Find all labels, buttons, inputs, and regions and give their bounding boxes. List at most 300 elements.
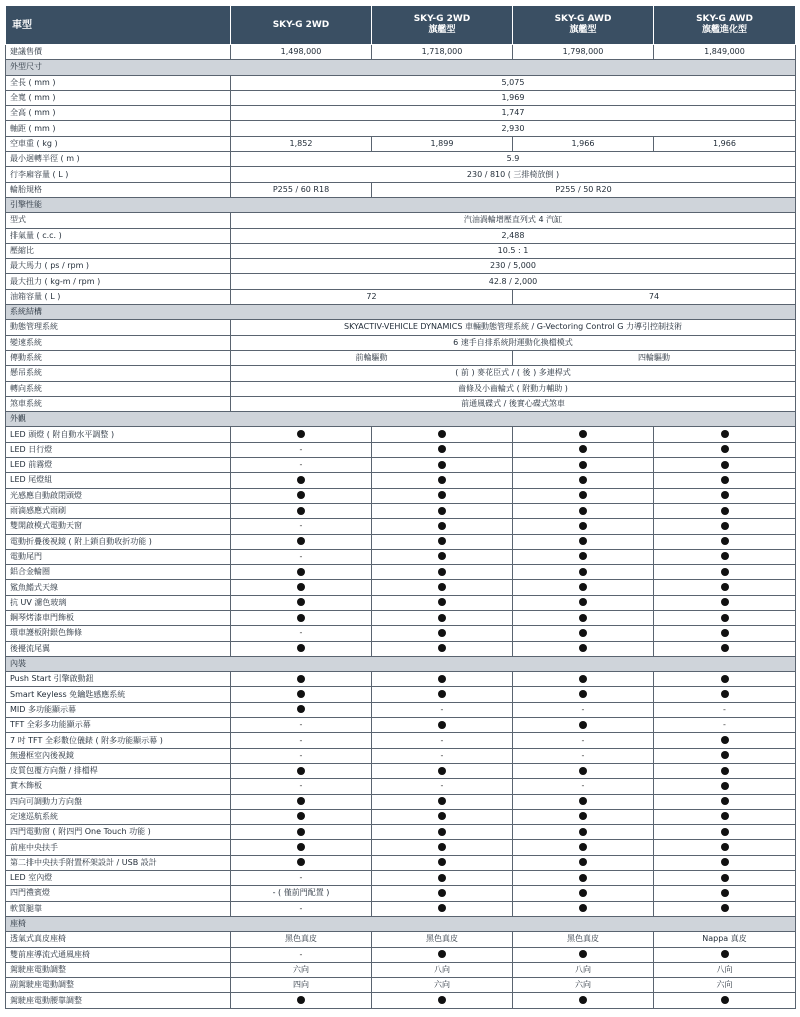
spec-label: 實木飾板 — [6, 779, 231, 794]
spec-value: P255 / 60 R18 — [231, 182, 372, 197]
standard-equipment-dot-icon — [579, 996, 587, 1004]
spec-label: 環車護板附銀色飾條 — [6, 626, 231, 641]
spec-row — [6, 458, 796, 473]
spec-cell — [654, 442, 796, 457]
spec-cell — [231, 993, 372, 1008]
standard-equipment-dot-icon — [297, 828, 305, 836]
not-available-dash: - — [372, 702, 513, 717]
standard-equipment-dot-icon — [721, 583, 729, 591]
spec-label: 懸吊系統 — [6, 366, 231, 381]
standard-equipment-dot-icon — [438, 430, 446, 438]
standard-equipment-dot-icon — [579, 843, 587, 851]
spec-value: 四輪驅動 — [513, 350, 796, 365]
spec-cell — [513, 595, 654, 610]
spec-value: 1,966 — [654, 136, 796, 151]
spec-cell — [231, 488, 372, 503]
model-header-2 — [372, 6, 513, 45]
spec-label: 建議售價 — [6, 45, 231, 60]
section-header-row — [6, 197, 796, 212]
spec-row — [6, 45, 796, 60]
not-available-dash: - — [372, 779, 513, 794]
standard-equipment-dot-icon — [438, 889, 446, 897]
spec-row — [6, 978, 796, 993]
standard-equipment-dot-icon — [721, 461, 729, 469]
spec-cell — [654, 534, 796, 549]
spec-row — [6, 427, 796, 442]
spec-value: 黑色真皮 — [513, 932, 654, 947]
not-available-dash: - — [231, 458, 372, 473]
spec-cell — [513, 580, 654, 595]
spec-label: 透氣式真皮座椅 — [6, 932, 231, 947]
standard-equipment-dot-icon — [579, 522, 587, 530]
model-header-3 — [513, 6, 654, 45]
standard-equipment-dot-icon — [579, 644, 587, 652]
not-available-dash: - — [231, 626, 372, 641]
standard-equipment-dot-icon — [721, 430, 729, 438]
spec-row — [6, 962, 796, 977]
spec-cell — [654, 794, 796, 809]
spec-cell — [372, 809, 513, 824]
spec-cell — [231, 809, 372, 824]
spec-label: 皮質包覆方向盤 / 排檔桿 — [6, 763, 231, 778]
spec-cell — [372, 595, 513, 610]
spec-cell — [513, 855, 654, 870]
spec-cell — [231, 687, 372, 702]
spec-cell — [513, 565, 654, 580]
spec-row — [6, 121, 796, 136]
spec-value: 1,498,000 — [231, 45, 372, 60]
standard-equipment-dot-icon — [579, 828, 587, 836]
spec-label: 油箱容量 ( L ) — [6, 289, 231, 304]
section-header-row — [6, 60, 796, 75]
spec-cell — [372, 825, 513, 840]
spec-value: 汽油渦輪增壓直列式 4 汽缸 — [231, 213, 796, 228]
spec-value: ( 前 ) 麥花臣式 / ( 後 ) 多連桿式 — [231, 366, 796, 381]
spec-cell — [513, 672, 654, 687]
standard-equipment-dot-icon — [438, 675, 446, 683]
spec-label: 抗 UV 濾色玻璃 — [6, 595, 231, 610]
standard-equipment-dot-icon — [721, 445, 729, 453]
spec-value: 1,969 — [231, 90, 796, 105]
spec-value: 六向 — [231, 962, 372, 977]
spec-value: 前通風碟式 / 後實心碟式煞車 — [231, 396, 796, 411]
standard-equipment-dot-icon — [721, 843, 729, 851]
spec-value: - ( 僅前門配置 ) — [231, 886, 372, 901]
spec-row — [6, 825, 796, 840]
standard-equipment-dot-icon — [297, 996, 305, 1004]
spec-row — [6, 794, 796, 809]
spec-label: 後擾流尾翼 — [6, 641, 231, 656]
standard-equipment-dot-icon — [721, 996, 729, 1004]
spec-value: 6 速手自排系統附運動化換檔模式 — [231, 335, 796, 350]
spec-row — [6, 289, 796, 304]
not-available-dash: - — [231, 947, 372, 962]
spec-cell — [654, 871, 796, 886]
spec-cell — [513, 519, 654, 534]
spec-label: 全寬 ( mm ) — [6, 90, 231, 105]
spec-label: 駕駛座電動腰靠調整 — [6, 993, 231, 1008]
spec-label: LED 室內燈 — [6, 871, 231, 886]
not-available-dash: - — [231, 779, 372, 794]
header-label: 車型 — [6, 6, 231, 45]
spec-cell — [231, 580, 372, 595]
spec-cell — [231, 641, 372, 656]
standard-equipment-dot-icon — [721, 552, 729, 560]
standard-equipment-dot-icon — [579, 476, 587, 484]
spec-value: 六向 — [372, 978, 513, 993]
spec-label: 傳動系統 — [6, 350, 231, 365]
spec-row — [6, 626, 796, 641]
spec-cell — [231, 427, 372, 442]
spec-row — [6, 259, 796, 274]
standard-equipment-dot-icon — [579, 598, 587, 606]
standard-equipment-dot-icon — [721, 889, 729, 897]
spec-cell — [372, 565, 513, 580]
standard-equipment-dot-icon — [438, 904, 446, 912]
standard-equipment-dot-icon — [438, 629, 446, 637]
standard-equipment-dot-icon — [579, 812, 587, 820]
spec-row — [6, 152, 796, 167]
spec-cell — [372, 534, 513, 549]
standard-equipment-dot-icon — [721, 476, 729, 484]
standard-equipment-dot-icon — [579, 874, 587, 882]
spec-row — [6, 932, 796, 947]
spec-cell — [513, 718, 654, 733]
standard-equipment-dot-icon — [297, 797, 305, 805]
spec-cell — [654, 855, 796, 870]
spec-cell — [372, 626, 513, 641]
spec-cell — [654, 733, 796, 748]
standard-equipment-dot-icon — [579, 537, 587, 545]
spec-cell — [372, 458, 513, 473]
standard-equipment-dot-icon — [438, 445, 446, 453]
spec-row — [6, 809, 796, 824]
standard-equipment-dot-icon — [579, 904, 587, 912]
standard-equipment-dot-icon — [721, 491, 729, 499]
spec-label: 四門電動窗 ( 附四門 One Touch 功能 ) — [6, 825, 231, 840]
standard-equipment-dot-icon — [438, 812, 446, 820]
section-header-row — [6, 305, 796, 320]
spec-cell — [513, 549, 654, 564]
section-header-row — [6, 916, 796, 931]
spec-row — [6, 534, 796, 549]
spec-label: 四門禮賓燈 — [6, 886, 231, 901]
spec-row — [6, 366, 796, 381]
spec-row — [6, 595, 796, 610]
standard-equipment-dot-icon — [721, 874, 729, 882]
standard-equipment-dot-icon — [579, 950, 587, 958]
section-header-row — [6, 656, 796, 671]
standard-equipment-dot-icon — [438, 843, 446, 851]
spec-label: 最小迴轉半徑 ( m ) — [6, 152, 231, 167]
spec-value: 1,798,000 — [513, 45, 654, 60]
section-title: 系統結構 — [6, 305, 796, 320]
standard-equipment-dot-icon — [438, 507, 446, 515]
spec-cell — [654, 901, 796, 916]
standard-equipment-dot-icon — [579, 889, 587, 897]
spec-value: 10.5 : 1 — [231, 243, 796, 258]
spec-label: 第二排中央扶手附置杯架設計 / USB 設計 — [6, 855, 231, 870]
spec-label: 轉向系統 — [6, 381, 231, 396]
standard-equipment-dot-icon — [438, 874, 446, 882]
standard-equipment-dot-icon — [579, 491, 587, 499]
section-header-row — [6, 412, 796, 427]
model-name: SKY-G AWD — [554, 14, 612, 24]
spec-label: 鋼琴烤漆車門飾板 — [6, 610, 231, 625]
spec-row — [6, 993, 796, 1008]
standard-equipment-dot-icon — [579, 568, 587, 576]
spec-cell — [372, 442, 513, 457]
spec-row — [6, 396, 796, 411]
spec-value: 1,718,000 — [372, 45, 513, 60]
standard-equipment-dot-icon — [579, 430, 587, 438]
standard-equipment-dot-icon — [721, 751, 729, 759]
spec-cell — [513, 840, 654, 855]
not-available-dash: - — [513, 779, 654, 794]
standard-equipment-dot-icon — [579, 461, 587, 469]
standard-equipment-dot-icon — [297, 476, 305, 484]
standard-equipment-dot-icon — [721, 537, 729, 545]
standard-equipment-dot-icon — [438, 858, 446, 866]
standard-equipment-dot-icon — [579, 552, 587, 560]
spec-row — [6, 565, 796, 580]
spec-cell — [513, 993, 654, 1008]
spec-value: 2,488 — [231, 228, 796, 243]
standard-equipment-dot-icon — [438, 614, 446, 622]
standard-equipment-dot-icon — [297, 812, 305, 820]
spec-cell — [372, 871, 513, 886]
spec-cell — [513, 886, 654, 901]
spec-row — [6, 320, 796, 335]
spec-cell — [654, 748, 796, 763]
spec-cell — [372, 427, 513, 442]
standard-equipment-dot-icon — [579, 721, 587, 729]
spec-label: 全長 ( mm ) — [6, 75, 231, 90]
spec-row — [6, 672, 796, 687]
spec-cell — [513, 947, 654, 962]
spec-cell — [372, 840, 513, 855]
spec-label: 雙開啟模式電動天窗 — [6, 519, 231, 534]
spec-cell — [654, 610, 796, 625]
not-available-dash: - — [513, 748, 654, 763]
spec-row — [6, 335, 796, 350]
section-title: 引擎性能 — [6, 197, 796, 212]
standard-equipment-dot-icon — [721, 675, 729, 683]
spec-row — [6, 702, 796, 717]
spec-value: 5.9 — [231, 152, 796, 167]
spec-row — [6, 90, 796, 105]
standard-equipment-dot-icon — [297, 644, 305, 652]
spec-label: 全高 ( mm ) — [6, 106, 231, 121]
spec-label: 前座中央扶手 — [6, 840, 231, 855]
spec-value: 六向 — [513, 978, 654, 993]
spec-cell — [513, 610, 654, 625]
spec-label: 輪胎規格 — [6, 182, 231, 197]
spec-row — [6, 733, 796, 748]
not-available-dash: - — [372, 733, 513, 748]
not-available-dash: - — [654, 702, 796, 717]
standard-equipment-dot-icon — [438, 950, 446, 958]
standard-equipment-dot-icon — [438, 767, 446, 775]
spec-cell — [513, 763, 654, 778]
spec-cell — [231, 855, 372, 870]
spec-row — [6, 167, 796, 182]
spec-label: 煞車系統 — [6, 396, 231, 411]
standard-equipment-dot-icon — [579, 507, 587, 515]
spec-cell — [654, 427, 796, 442]
spec-cell — [372, 901, 513, 916]
not-available-dash: - — [513, 702, 654, 717]
spec-label: 7 吋 TFT 全彩數位儀錶 ( 附多功能顯示幕 ) — [6, 733, 231, 748]
spec-cell — [231, 825, 372, 840]
spec-cell — [231, 794, 372, 809]
spec-row — [6, 228, 796, 243]
spec-cell — [654, 565, 796, 580]
standard-equipment-dot-icon — [297, 705, 305, 713]
spec-row — [6, 519, 796, 534]
spec-row — [6, 136, 796, 151]
spec-row — [6, 718, 796, 733]
spec-cell — [372, 687, 513, 702]
standard-equipment-dot-icon — [721, 736, 729, 744]
spec-row — [6, 503, 796, 518]
spec-row — [6, 473, 796, 488]
spec-cell — [231, 595, 372, 610]
spec-label: LED 日行燈 — [6, 442, 231, 457]
spec-label: 軸距 ( mm ) — [6, 121, 231, 136]
spec-cell — [654, 519, 796, 534]
spec-value: 齒條及小齒輪式 ( 附動力輔助 ) — [231, 381, 796, 396]
not-available-dash: - — [654, 718, 796, 733]
spec-cell — [513, 641, 654, 656]
header-row — [6, 6, 796, 45]
spec-cell — [513, 427, 654, 442]
section-title: 外觀 — [6, 412, 796, 427]
spec-cell — [654, 626, 796, 641]
spec-row — [6, 75, 796, 90]
standard-equipment-dot-icon — [579, 797, 587, 805]
spec-cell — [513, 626, 654, 641]
spec-cell — [654, 580, 796, 595]
spec-cell — [654, 488, 796, 503]
spec-cell — [372, 549, 513, 564]
not-available-dash: - — [231, 519, 372, 534]
spec-cell — [372, 503, 513, 518]
spec-cell — [372, 763, 513, 778]
standard-equipment-dot-icon — [721, 782, 729, 790]
spec-cell — [231, 534, 372, 549]
spec-cell — [654, 947, 796, 962]
standard-equipment-dot-icon — [721, 690, 729, 698]
spec-label: 雨滴感應式雨刷 — [6, 503, 231, 518]
spec-body — [6, 45, 796, 1009]
spec-value: 六向 — [654, 978, 796, 993]
spec-cell — [513, 825, 654, 840]
spec-cell — [513, 442, 654, 457]
standard-equipment-dot-icon — [297, 430, 305, 438]
spec-cell — [654, 687, 796, 702]
spec-row — [6, 442, 796, 457]
spec-label: 光感應自動啟閉頭燈 — [6, 488, 231, 503]
spec-label: 變速系統 — [6, 335, 231, 350]
spec-cell — [654, 595, 796, 610]
not-available-dash: - — [372, 748, 513, 763]
spec-value: 1,852 — [231, 136, 372, 151]
standard-equipment-dot-icon — [438, 598, 446, 606]
standard-equipment-dot-icon — [297, 537, 305, 545]
spec-label: TFT 全彩多功能顯示幕 — [6, 718, 231, 733]
section-title: 外型尺寸 — [6, 60, 796, 75]
standard-equipment-dot-icon — [721, 950, 729, 958]
model-name: SKY-G 2WD — [413, 14, 471, 24]
spec-label: 壓縮比 — [6, 243, 231, 258]
spec-label: 鯊魚鰭式天線 — [6, 580, 231, 595]
standard-equipment-dot-icon — [721, 904, 729, 912]
spec-row — [6, 610, 796, 625]
spec-value: 1,899 — [372, 136, 513, 151]
standard-equipment-dot-icon — [721, 644, 729, 652]
spec-label: 最大扭力 ( kg-m / rpm ) — [6, 274, 231, 289]
spec-label: 空車重 ( kg ) — [6, 136, 231, 151]
spec-cell — [372, 672, 513, 687]
not-available-dash: - — [231, 442, 372, 457]
standard-equipment-dot-icon — [579, 445, 587, 453]
spec-cell — [372, 641, 513, 656]
spec-cell — [231, 840, 372, 855]
spec-label: 軟質腿靠 — [6, 901, 231, 916]
spec-row — [6, 549, 796, 564]
spec-value: 72 — [231, 289, 513, 304]
spec-row — [6, 381, 796, 396]
spec-cell — [654, 641, 796, 656]
standard-equipment-dot-icon — [579, 583, 587, 591]
spec-label: 定速巡航系統 — [6, 809, 231, 824]
standard-equipment-dot-icon — [438, 568, 446, 576]
spec-value: 八向 — [372, 962, 513, 977]
standard-equipment-dot-icon — [438, 491, 446, 499]
spec-label: LED 尾燈組 — [6, 473, 231, 488]
spec-row — [6, 947, 796, 962]
standard-equipment-dot-icon — [297, 568, 305, 576]
spec-cell — [231, 503, 372, 518]
spec-table — [5, 5, 796, 1009]
not-available-dash: - — [231, 748, 372, 763]
spec-value: 1,849,000 — [654, 45, 796, 60]
spec-label: 電動尾門 — [6, 549, 231, 564]
standard-equipment-dot-icon — [438, 828, 446, 836]
standard-equipment-dot-icon — [579, 767, 587, 775]
spec-cell — [513, 809, 654, 824]
spec-cell — [513, 458, 654, 473]
spec-cell — [372, 718, 513, 733]
spec-row — [6, 779, 796, 794]
section-title: 內裝 — [6, 656, 796, 671]
model-name: SKY-G 2WD — [272, 19, 330, 30]
spec-row — [6, 580, 796, 595]
spec-cell — [513, 488, 654, 503]
standard-equipment-dot-icon — [721, 812, 729, 820]
spec-cell — [372, 488, 513, 503]
spec-cell — [654, 473, 796, 488]
spec-row — [6, 748, 796, 763]
standard-equipment-dot-icon — [438, 690, 446, 698]
spec-label: 行李廂容量 ( L ) — [6, 167, 231, 182]
spec-row — [6, 243, 796, 258]
spec-label: 型式 — [6, 213, 231, 228]
spec-value: 1,966 — [513, 136, 654, 151]
spec-cell — [654, 809, 796, 824]
spec-row — [6, 641, 796, 656]
